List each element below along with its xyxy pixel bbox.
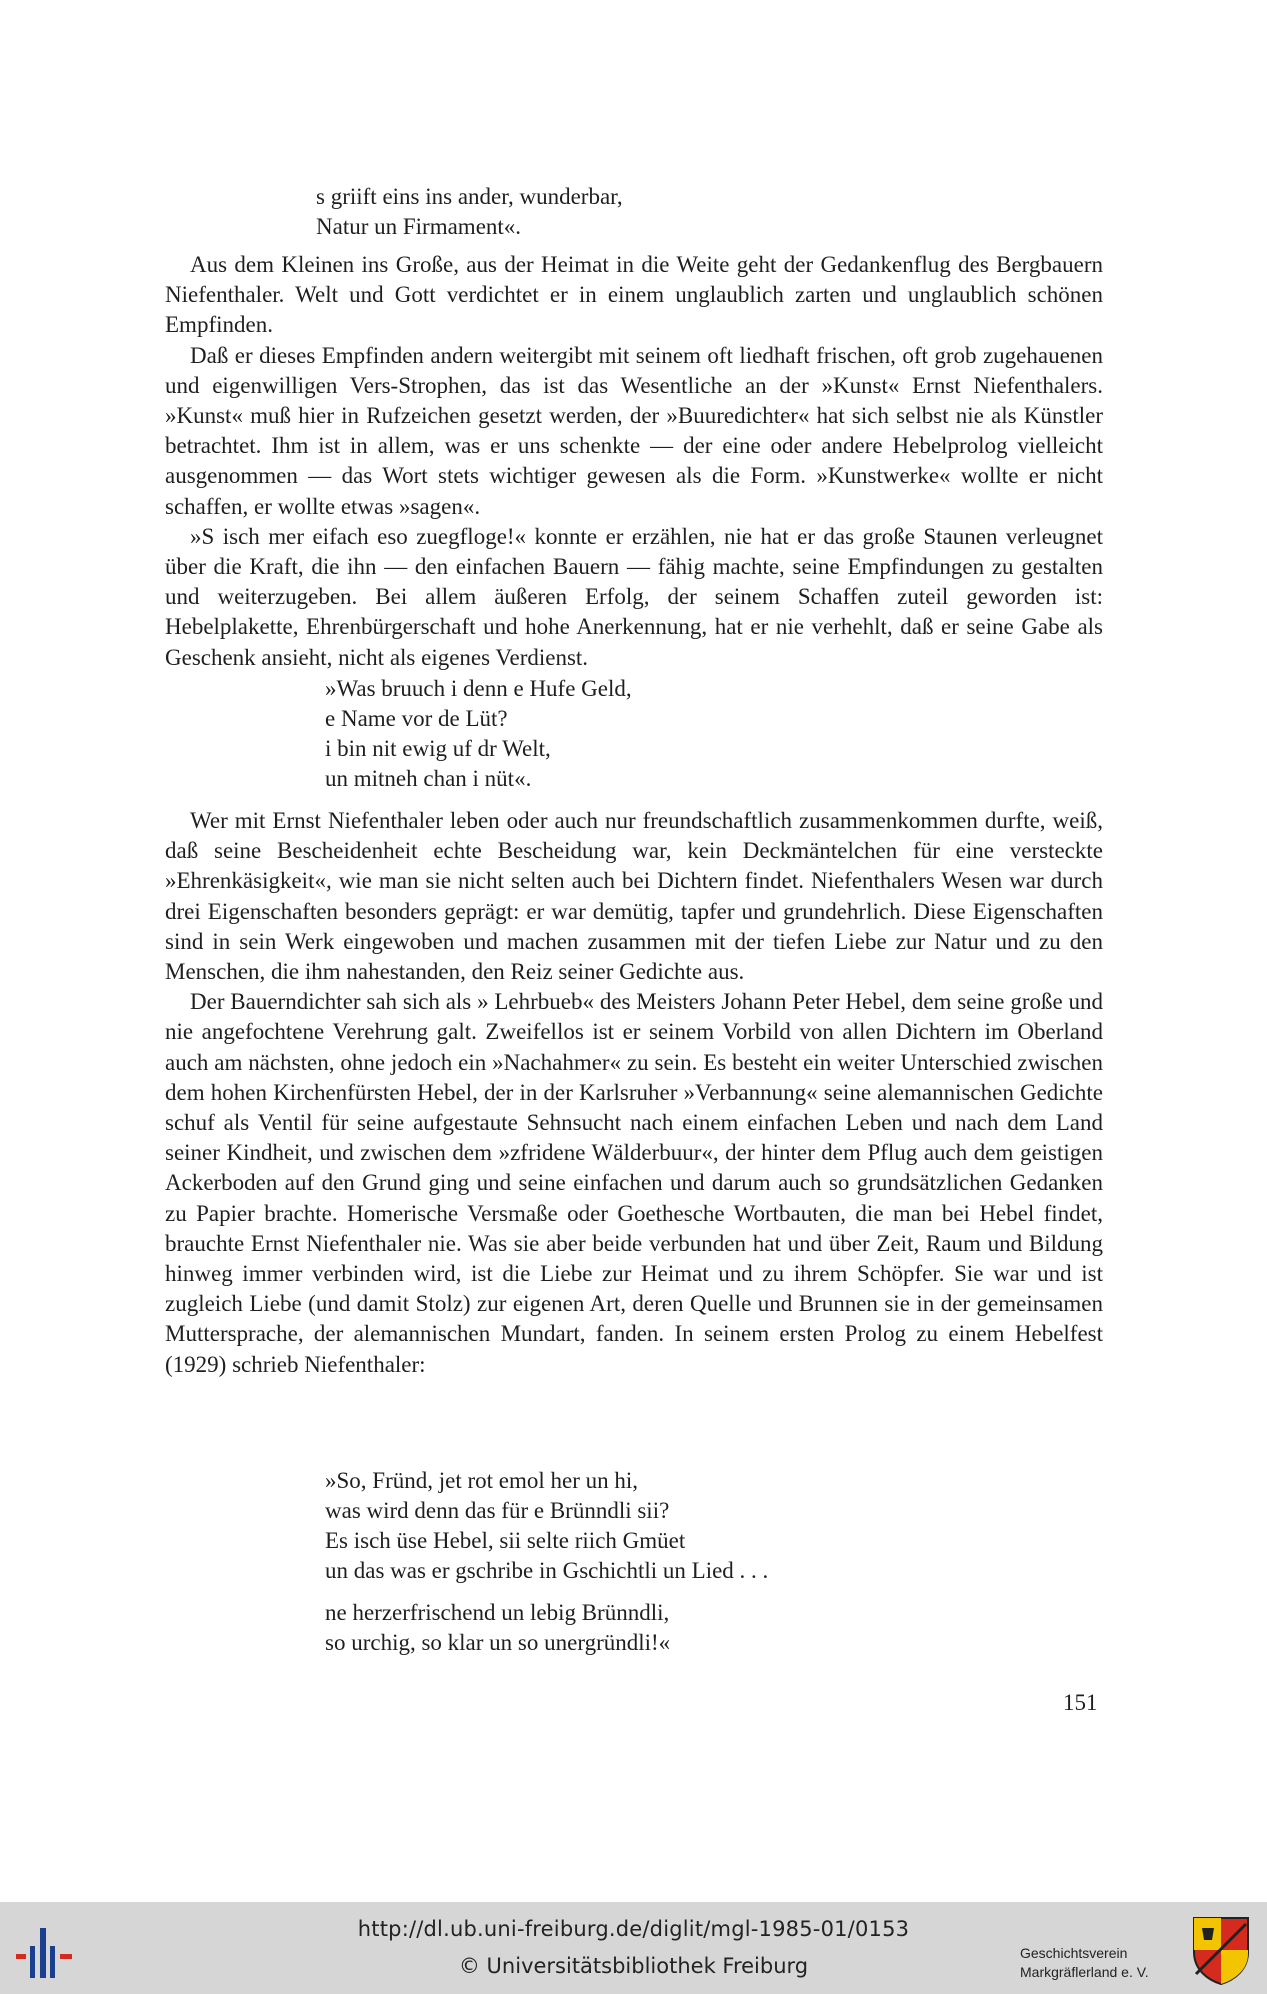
verse-line: i bin nit ewig uf dr Welt, — [325, 736, 551, 761]
copyright-text: © Universitätsbibliothek Freiburg — [458, 1954, 809, 1978]
coat-of-arms-icon[interactable] — [1190, 1914, 1252, 1986]
verse-bottom-1 — [325, 1466, 768, 1586]
page-number: 151 — [1063, 1690, 1098, 1715]
verse-line: »So, Fründ, jet rot emol her un hi, — [325, 1468, 639, 1493]
paragraph: »S isch mer eifach eso zuegfloge!« konnte er erzählen, nie hat er das große Staunen verleugnet über die Kraft, die ihn — den einfachen Bauern — fähig machte, seine Empfindungen zu gestalten und weiterzugeben. Bei allem äußeren Erfolg, der seinem Schaffen zuteil geworden ist: Hebelplakette, Ehrenbürgerschaft und hohe Anerkennung, hat er nie verhehlt, daß er seine Gabe als Geschenk ansieht, nicht als eigenes Verdienst. — [165, 523, 1103, 670]
verse-line: e Name vor de Lüt? — [325, 706, 508, 731]
verse-line: was wird denn das für e Brünndli sii? — [325, 1498, 670, 1523]
verse-line: un mitneh chan i nüt«. — [325, 766, 532, 791]
society-line: Markgräflerland e. V. — [1020, 1964, 1149, 1980]
verse-line: Natur un Firmament«. — [316, 214, 522, 239]
society-name — [1020, 1944, 1149, 1982]
paragraph: Der Bauerndichter sah sich als » Lehrbueb« des Meisters Johann Peter Hebel, dem seine große und nie angefochtene Verehrung galt. Zweifellos ist er seinem Vorbild von allen Dichtern im Oberland auch am nächsten, ohne jedoch ein »Nachahmer« zu sein. Es besteht ein weiter Unterschied zwischen dem hohen Kirchenfürsten Hebel, der in der Karlsruher »Verbannung« seine alemannischen Gedichte schuf als Ventil für seine aufgestaute Sehnsucht nach einem einfachen Leben und nach dem Land seiner Kindheit, und zwischen dem »zfridene Wälderbuur«, der hinter dem Pflug auch dem geistigen Ackerboden auf den Grund ging und seine einfachen und darum auch so grundsätzlichen Gedanken zu Papier brachte. Homerische Versmaße oder Goethesche Wortbauten, die man bei Hebel findet, brauchte Ernst Niefenthaler nie. Was sie aber beide verbunden hat und über Zeit, Raum und Bildung hinweg immer verbinden wird, ist die Liebe zur Heimat und zu ihrem Schöpfer. Sie war und ist zugleich Liebe (und damit Stolz) zur eigenen Art, deren Quelle und Brunnen sie in der gemeinsamen Muttersprache, der alemannischen Mundart, fanden. In seinem ersten Prolog zu einem Hebelfest (1929) schrieb Niefenthaler: — [165, 989, 1103, 1377]
verse-line: Es isch üse Hebel, sii selte riich Gmüet — [325, 1528, 686, 1553]
document-url-link[interactable]: http://dl.ub.uni-freiburg.de/diglit/mgl-1985-01/0153 — [357, 1917, 910, 1941]
paragraph-group-2 — [165, 806, 1103, 1380]
verse-line: so urchig, so klar un so unergründli!« — [325, 1630, 671, 1655]
society-line: Geschichtsverein — [1020, 1945, 1128, 1961]
paragraph: Wer mit Ernst Niefenthaler leben oder auch nur freundschaftlich zusammenkommen durfte, weiß, daß seine Bescheidenheit echte Bescheidung war, kein Deckmäntelchen für eine versteckte »Ehrenkäsigkeit«, wie man sie nicht selten auch bei Dichtern findet. Niefenthalers Wesen war durch drei Eigenschaften besonders geprägt: er war demütig, tapfer und grundehrlich. Diese Eigenschaften sind in sein Werk eingewoben und machen zusammen mit der tiefen Liebe zur Natur und zu den Menschen, die ihm nahestanden, den Reiz seiner Gedichte aus. — [165, 808, 1103, 985]
verse-top — [316, 182, 623, 242]
verse-line: »Was bruuch i denn e Hufe Geld, — [325, 676, 632, 701]
paragraph-group-1 — [165, 250, 1103, 673]
verse-middle — [325, 674, 632, 794]
viewer-footer — [0, 1902, 1267, 1994]
verse-bottom-2 — [325, 1598, 670, 1658]
verse-line: s griift eins ins ander, wunderbar, — [316, 184, 623, 209]
paragraph: Daß er dieses Empfinden andern weitergibt mit seinem oft liedhaft frischen, oft grob zugehauenen und eigenwilligen Vers-Strophen, das ist das Wesentliche an der »Kunst« Ernst Niefenthalers. »Kunst« muß hier in Rufzeichen gesetzt werden, der »Buuredichter« hat sich selbst nie als Künstler betrachtet. Ihm ist in allem, was er uns schenkte — der eine oder andere Hebelprolog vielleicht ausgenommen — das Wort stets wichtiger gewesen als die Form. »Kunstwerke« wollte er nicht schaffen, er wollte etwas »sagen«. — [165, 342, 1103, 519]
verse-line: ne herzerfrischend un lebig Brünndli, — [325, 1600, 670, 1625]
paragraph: Aus dem Kleinen ins Große, aus der Heimat in die Weite geht der Gedankenflug des Bergbauern Niefenthaler. Welt und Gott verdichtet er in einem unglaublich zarten und unglaublich schönen Empfinden. — [165, 252, 1103, 338]
verse-line: un das was er gschribe in Gschichtli un Lied . . . — [325, 1558, 769, 1583]
